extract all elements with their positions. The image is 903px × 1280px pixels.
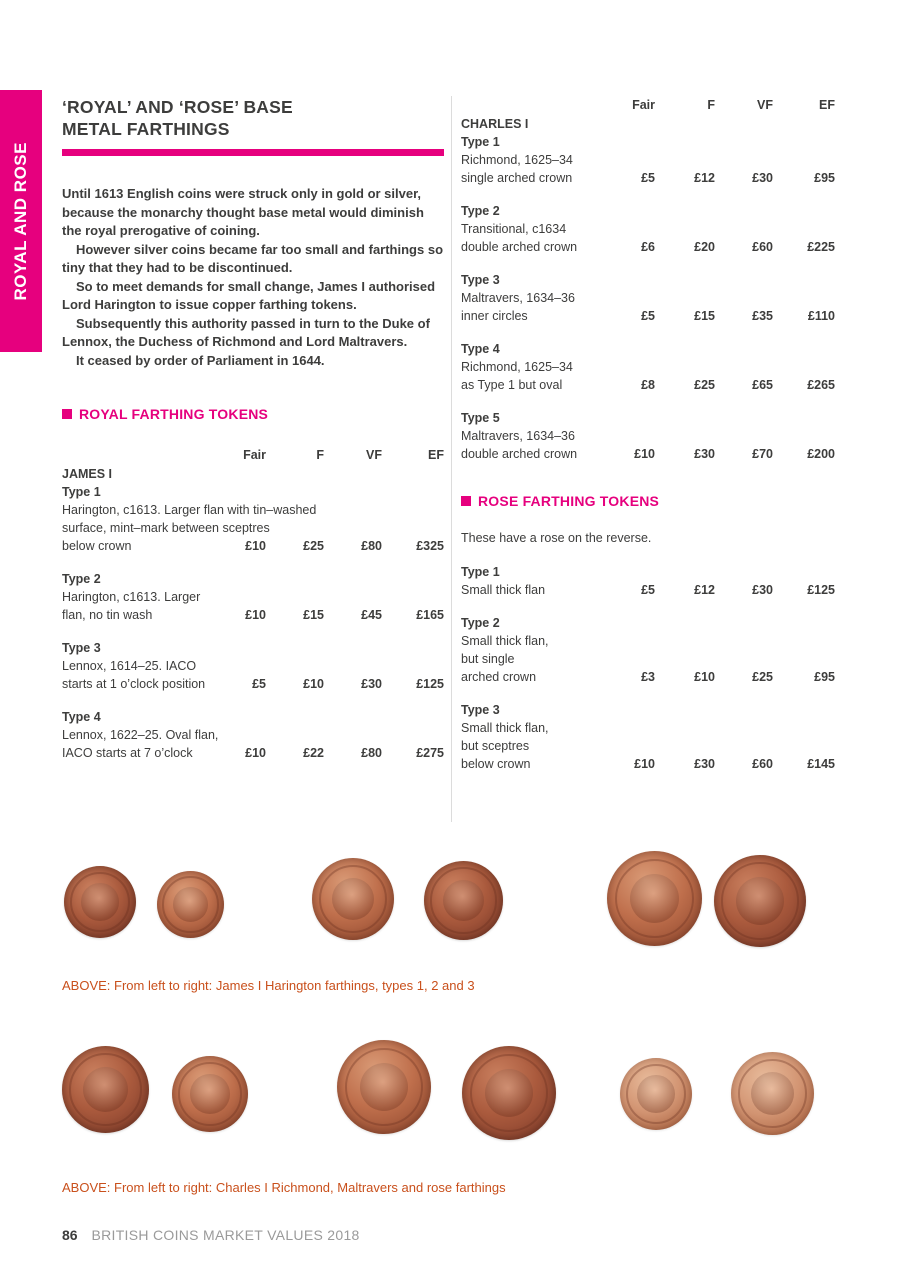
entry-price-row bbox=[461, 668, 835, 686]
price-ef: £325 bbox=[416, 539, 444, 553]
price-f: £10 bbox=[303, 677, 324, 691]
entry-type: Type 3 bbox=[461, 273, 500, 287]
entry-price-label: below crown bbox=[461, 757, 531, 771]
price-vf: £65 bbox=[752, 378, 773, 392]
spine-tab-label: ROYAL AND ROSE bbox=[11, 141, 30, 301]
column-divider bbox=[451, 96, 452, 822]
coin-image bbox=[157, 871, 224, 938]
entry-type: Type 2 bbox=[461, 616, 500, 630]
coin-image bbox=[424, 861, 503, 940]
entry-price-row bbox=[461, 376, 835, 394]
entry-type: Type 5 bbox=[461, 411, 500, 425]
price-entry bbox=[461, 202, 835, 256]
entry-type: Type 4 bbox=[461, 342, 500, 356]
price-fair: £10 bbox=[245, 608, 266, 622]
price-f: £10 bbox=[694, 670, 715, 684]
coin-image bbox=[64, 866, 136, 938]
price-ef: £125 bbox=[807, 583, 835, 597]
price-fair: £5 bbox=[641, 583, 655, 597]
entry-desc-line: but sceptres bbox=[461, 739, 530, 753]
col-header-ef: EF bbox=[428, 448, 444, 462]
price-vf: £80 bbox=[361, 539, 382, 553]
entry-desc-line: Harington, c1613. Larger bbox=[62, 590, 201, 604]
entry-price-label: IACO starts at 7 o’clock bbox=[62, 746, 193, 760]
entry-price-row bbox=[62, 606, 444, 624]
price-vf: £60 bbox=[752, 757, 773, 771]
price-ef: £165 bbox=[416, 608, 444, 622]
entry-desc-line: Lennox, 1614–25. IACO bbox=[62, 659, 197, 673]
price-f: £12 bbox=[694, 171, 715, 185]
price-entry bbox=[62, 483, 444, 555]
price-vf: £35 bbox=[752, 309, 773, 323]
price-vf: £60 bbox=[752, 240, 773, 254]
price-ef: £110 bbox=[807, 309, 835, 323]
entry-desc-line: Transitional, c1634 bbox=[461, 222, 567, 236]
entry-type: Type 3 bbox=[62, 641, 101, 655]
header-spacer bbox=[62, 446, 210, 464]
entry-type: Type 3 bbox=[461, 703, 500, 717]
price-ef: £200 bbox=[807, 447, 835, 461]
right-column bbox=[461, 96, 835, 773]
coin-image bbox=[62, 1046, 149, 1133]
intro-paragraph: Until 1613 English coins were struck only in gold or silver, because the monarchy thought base metal would diminish the royal prerogative of coining. bbox=[62, 186, 424, 238]
price-f: £15 bbox=[694, 309, 715, 323]
entry-type: Type 1 bbox=[62, 485, 101, 499]
price-fair: £10 bbox=[634, 757, 655, 771]
col-header-fair: Fair bbox=[243, 448, 266, 462]
price-entry bbox=[461, 271, 835, 325]
entry-price-row bbox=[62, 537, 444, 555]
intro-paragraph: So to meet demands for small change, James I authorised Lord Harington to issue copper farthing tokens. bbox=[62, 278, 436, 312]
rose-intro-text: These have a rose on the reverse. bbox=[461, 531, 652, 545]
entry-desc-line: Richmond, 1625–34 bbox=[461, 360, 573, 374]
entry-price-label: as Type 1 but oval bbox=[461, 378, 563, 392]
entry-price-label: starts at 1 o’clock position bbox=[62, 677, 206, 691]
entry-price-row bbox=[62, 675, 444, 693]
coin-image bbox=[312, 858, 394, 940]
price-f: £20 bbox=[694, 240, 715, 254]
col-header-vf: VF bbox=[366, 448, 382, 462]
entry-price-label: double arched crown bbox=[461, 447, 578, 461]
price-vf: £45 bbox=[361, 608, 382, 622]
section-spine-tab bbox=[0, 90, 42, 352]
price-columns-header bbox=[461, 96, 835, 114]
price-entry bbox=[461, 614, 835, 686]
entry-price-row bbox=[461, 755, 835, 773]
intro-text bbox=[62, 185, 444, 370]
coin-image bbox=[714, 855, 806, 947]
entry-price-label: Small thick flan bbox=[461, 583, 546, 597]
price-ef: £95 bbox=[814, 670, 835, 684]
title-accent-bar bbox=[62, 149, 444, 156]
entry-price-label: arched crown bbox=[461, 670, 537, 684]
entry-desc-line: Small thick flan, bbox=[461, 721, 549, 735]
coin-caption-charles: ABOVE: From left to right: Charles I Richmond, Maltravers and rose farthings bbox=[62, 1180, 506, 1195]
price-fair: £10 bbox=[245, 539, 266, 553]
square-bullet-icon bbox=[461, 496, 471, 506]
price-fair: £8 bbox=[641, 378, 655, 392]
price-entry bbox=[461, 340, 835, 394]
entry-desc-line: Richmond, 1625–34 bbox=[461, 153, 573, 167]
price-entry bbox=[62, 708, 444, 762]
coin-caption-james: ABOVE: From left to right: James I Harington farthings, types 1, 2 and 3 bbox=[62, 978, 475, 993]
price-entry bbox=[461, 133, 835, 187]
price-fair: £5 bbox=[641, 171, 655, 185]
price-vf: £30 bbox=[752, 171, 773, 185]
price-fair: £5 bbox=[252, 677, 266, 691]
price-f: £25 bbox=[303, 539, 324, 553]
entry-desc-line: Lennox, 1622–25. Oval flan, bbox=[62, 728, 219, 742]
entry-price-row bbox=[461, 307, 835, 325]
price-fair: £3 bbox=[641, 670, 655, 684]
col-header-f: F bbox=[707, 98, 715, 112]
group-label-james-i: JAMES I bbox=[62, 467, 113, 481]
price-ef: £275 bbox=[416, 746, 444, 760]
coin-image bbox=[607, 851, 702, 946]
col-header-ef: EF bbox=[819, 98, 835, 112]
entry-price-row bbox=[461, 238, 835, 256]
price-entry bbox=[461, 409, 835, 463]
price-f: £12 bbox=[694, 583, 715, 597]
price-vf: £70 bbox=[752, 447, 773, 461]
entry-price-row bbox=[62, 744, 444, 762]
col-header-f: F bbox=[316, 448, 324, 462]
entry-type: Type 1 bbox=[461, 565, 500, 579]
rose-tokens-heading bbox=[461, 493, 835, 509]
price-vf: £30 bbox=[361, 677, 382, 691]
entry-type: Type 1 bbox=[461, 135, 500, 149]
price-ef: £125 bbox=[416, 677, 444, 691]
price-ef: £265 bbox=[807, 378, 835, 392]
page-number: 86 bbox=[62, 1227, 78, 1243]
entry-price-label: below crown bbox=[62, 539, 132, 553]
entry-desc-line: Maltravers, 1634–36 bbox=[461, 429, 575, 443]
price-fair: £5 bbox=[641, 309, 655, 323]
entry-price-row bbox=[461, 445, 835, 463]
col-header-fair: Fair bbox=[632, 98, 655, 112]
entry-desc-line: surface, mint–mark between sceptres bbox=[62, 521, 270, 535]
intro-paragraph: It ceased by order of Parliament in 1644. bbox=[76, 352, 325, 368]
entry-type: Type 2 bbox=[461, 204, 500, 218]
price-entry bbox=[62, 639, 444, 693]
price-vf: £80 bbox=[361, 746, 382, 760]
entry-desc-line: but single bbox=[461, 652, 515, 666]
square-bullet-icon bbox=[62, 409, 72, 419]
coin-image bbox=[462, 1046, 556, 1140]
group-label-charles-i: CHARLES I bbox=[461, 117, 529, 131]
intro-paragraph: Subsequently this authority passed in turn to the Duke of Lennox, the Duchess of Richmond and Lord Maltravers. bbox=[62, 315, 430, 349]
price-f: £25 bbox=[694, 378, 715, 392]
price-entry bbox=[62, 570, 444, 624]
price-f: £30 bbox=[694, 447, 715, 461]
page-title bbox=[62, 96, 444, 140]
entry-price-label: double arched crown bbox=[461, 240, 578, 254]
entry-desc-line: Harington, c1613. Larger flan with tin–washed bbox=[62, 503, 317, 517]
entry-type: Type 4 bbox=[62, 710, 101, 724]
page-footer bbox=[62, 1227, 360, 1243]
entry-price-row bbox=[461, 581, 835, 599]
entry-desc-line: Small thick flan, bbox=[461, 634, 549, 648]
price-ef: £95 bbox=[814, 171, 835, 185]
entry-price-label: flan, no tin wash bbox=[62, 608, 153, 622]
coin-image bbox=[337, 1040, 431, 1134]
coin-image bbox=[731, 1052, 814, 1135]
entry-price-row bbox=[461, 169, 835, 187]
page-title-line2: METAL FARTHINGS bbox=[62, 119, 230, 139]
price-entry bbox=[461, 701, 835, 773]
royal-tokens-heading bbox=[62, 406, 444, 422]
entry-desc-line: Maltravers, 1634–36 bbox=[461, 291, 575, 305]
entry-type: Type 2 bbox=[62, 572, 101, 586]
coin-image bbox=[172, 1056, 248, 1132]
entry-price-label: single arched crown bbox=[461, 171, 573, 185]
page-title-line1: ‘ROYAL’ AND ‘ROSE’ BASE bbox=[62, 97, 293, 117]
price-columns-header bbox=[62, 446, 444, 464]
entry-price-label: inner circles bbox=[461, 309, 528, 323]
price-entry bbox=[461, 563, 835, 599]
intro-paragraph: However silver coins became far too small and farthings so tiny that they had to be discontinued. bbox=[62, 241, 444, 275]
price-fair: £10 bbox=[245, 746, 266, 760]
price-ef: £145 bbox=[807, 757, 835, 771]
price-vf: £30 bbox=[752, 583, 773, 597]
price-f: £22 bbox=[303, 746, 324, 760]
price-f: £15 bbox=[303, 608, 324, 622]
price-fair: £10 bbox=[634, 447, 655, 461]
book-title: BRITISH COINS MARKET VALUES 2018 bbox=[91, 1227, 360, 1243]
rose-tokens-heading-label: ROSE FARTHING TOKENS bbox=[478, 493, 660, 509]
header-spacer bbox=[461, 96, 599, 114]
left-column bbox=[62, 96, 444, 762]
price-f: £30 bbox=[694, 757, 715, 771]
price-ef: £225 bbox=[807, 240, 835, 254]
price-vf: £25 bbox=[752, 670, 773, 684]
royal-tokens-heading-label: ROYAL FARTHING TOKENS bbox=[79, 406, 269, 422]
coin-image bbox=[620, 1058, 692, 1130]
price-fair: £6 bbox=[641, 240, 655, 254]
col-header-vf: VF bbox=[757, 98, 773, 112]
